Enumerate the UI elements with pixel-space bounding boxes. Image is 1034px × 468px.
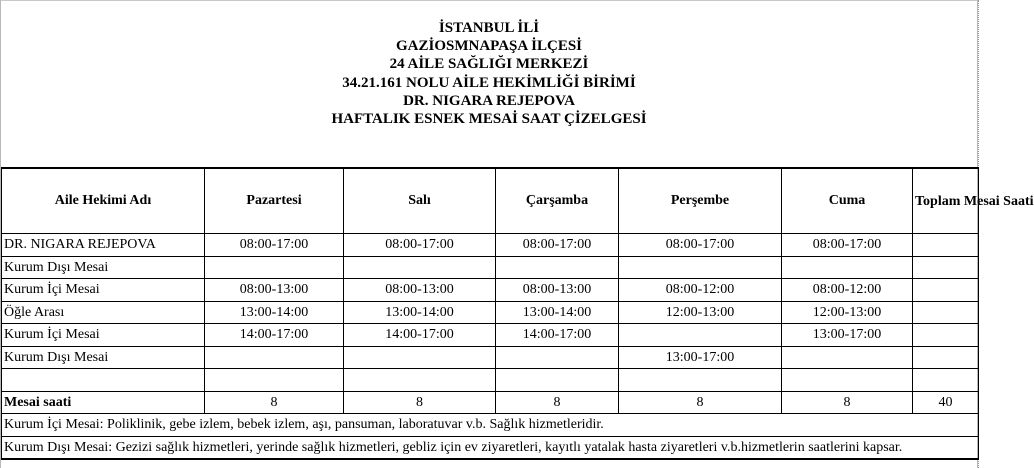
friday-cell[interactable]: 08:00-17:00: [782, 234, 913, 257]
tuesday-cell[interactable]: 14:00-17:00: [344, 324, 496, 347]
total-cell[interactable]: [913, 369, 979, 392]
table-row: [2, 234, 979, 257]
wednesday-cell[interactable]: 08:00-13:00: [496, 279, 619, 302]
table-header-row: [2, 168, 979, 234]
thursday-cell[interactable]: [619, 369, 782, 392]
top-gridline: [1, 0, 979, 1]
column-header-tuesday[interactable]: Salı: [344, 168, 496, 234]
friday-cell[interactable]: [782, 256, 913, 279]
header-schedule-title: HAFTALIK ESNEK MESAİ SAAT ÇİZELGESİ: [331, 111, 647, 128]
monday-cell[interactable]: 13:00-14:00: [205, 301, 344, 324]
monday-total-cell[interactable]: 8: [205, 391, 344, 414]
total-cell[interactable]: [913, 256, 979, 279]
monday-cell[interactable]: [205, 256, 344, 279]
note-row: [2, 436, 979, 459]
table-row: [2, 279, 979, 302]
table-row: [2, 324, 979, 347]
column-header-friday[interactable]: Cuma: [782, 168, 913, 234]
row-label-cell[interactable]: Kurum Dışı Mesai: [2, 256, 205, 279]
thursday-cell[interactable]: 12:00-13:00: [619, 301, 782, 324]
document-header: [1, 19, 977, 128]
tuesday-cell[interactable]: [344, 369, 496, 392]
wednesday-total-cell[interactable]: 8: [496, 391, 619, 414]
monday-cell[interactable]: [205, 369, 344, 392]
row-label-cell[interactable]: Kurum Dışı Mesai: [2, 346, 205, 369]
column-header-thursday[interactable]: Perşembe: [619, 168, 782, 234]
monday-cell[interactable]: 14:00-17:00: [205, 324, 344, 347]
row-label-cell[interactable]: Kurum İçi Mesai: [2, 279, 205, 302]
row-label-cell[interactable]: Kurum İçi Mesai: [2, 324, 205, 347]
tuesday-cell[interactable]: 08:00-13:00: [344, 279, 496, 302]
header-health-center: 24 AİLE SAĞLIĞI MERKEZİ: [389, 56, 589, 73]
table-row: [2, 256, 979, 279]
monday-cell[interactable]: 08:00-17:00: [205, 234, 344, 257]
wednesday-cell[interactable]: 14:00-17:00: [496, 324, 619, 347]
friday-total-cell[interactable]: 8: [782, 391, 913, 414]
tuesday-cell[interactable]: [344, 346, 496, 369]
column-header-wednesday[interactable]: Çarşamba: [496, 168, 619, 234]
weekly-total-cell[interactable]: 40: [913, 391, 979, 414]
table-row: [2, 346, 979, 369]
tuesday-cell[interactable]: 13:00-14:00: [344, 301, 496, 324]
totals-label-cell[interactable]: Mesai saati: [2, 391, 205, 414]
header-province: İSTANBUL İLİ: [438, 20, 540, 36]
thursday-cell[interactable]: 08:00-17:00: [619, 234, 782, 257]
row-label-cell[interactable]: Öğle Arası: [2, 301, 205, 324]
schedule-table: [1, 167, 1034, 460]
tuesday-cell[interactable]: [344, 256, 496, 279]
total-cell[interactable]: [913, 279, 979, 302]
row-label-cell[interactable]: [2, 369, 205, 392]
table-row: [2, 369, 979, 392]
column-header-monday[interactable]: Pazartesi: [205, 168, 344, 234]
thursday-cell[interactable]: 13:00-17:00: [619, 346, 782, 369]
total-cell[interactable]: [913, 301, 979, 324]
wednesday-cell[interactable]: [496, 369, 619, 392]
friday-cell[interactable]: [782, 346, 913, 369]
header-unit: 34.21.161 NOLU AİLE HEKİMLİĞİ BİRİMİ: [342, 74, 636, 91]
note-outside-hours[interactable]: Kurum Dışı Mesai: Gezizi sağlık hizmetleri, yerinde sağlık hizmetleri, gebliz için ev ziyaretleri, kayıtlı yatalak hasta ziyaretleri v.b.hizmetlerin saatlerini kapsar.: [2, 436, 979, 459]
friday-cell[interactable]: 12:00-13:00: [782, 301, 913, 324]
thursday-cell[interactable]: [619, 256, 782, 279]
total-cell[interactable]: [913, 346, 979, 369]
wednesday-cell[interactable]: [496, 346, 619, 369]
wednesday-cell[interactable]: 08:00-17:00: [496, 234, 619, 257]
header-district: GAZİOSMNAPAŞA İLÇESİ: [395, 38, 582, 55]
column-header-doctor-name[interactable]: Aile Hekimi Adı: [2, 168, 205, 234]
header-doctor: DR. NIGARA REJEPOVA: [403, 92, 575, 109]
note-inside-hours[interactable]: Kurum İçi Mesai: Poliklinik, gebe izlem, bebek izlem, aşı, pansuman, laboratuvar v.b. Sağlık hizmetleridir.: [2, 414, 979, 437]
friday-cell[interactable]: [782, 369, 913, 392]
note-row: [2, 414, 979, 437]
wednesday-cell[interactable]: [496, 256, 619, 279]
friday-cell[interactable]: 13:00-17:00: [782, 324, 913, 347]
total-cell[interactable]: [913, 324, 979, 347]
wednesday-cell[interactable]: 13:00-14:00: [496, 301, 619, 324]
monday-cell[interactable]: [205, 346, 344, 369]
tuesday-cell[interactable]: 08:00-17:00: [344, 234, 496, 257]
monday-cell[interactable]: 08:00-13:00: [205, 279, 344, 302]
total-cell[interactable]: [913, 234, 979, 257]
thursday-total-cell[interactable]: 8: [619, 391, 782, 414]
friday-cell[interactable]: 08:00-12:00: [782, 279, 913, 302]
thursday-cell[interactable]: [619, 324, 782, 347]
thursday-cell[interactable]: 08:00-12:00: [619, 279, 782, 302]
totals-row: [2, 391, 979, 414]
column-header-total-hours[interactable]: Toplam Mesai Saati: [913, 168, 979, 234]
table-row: [2, 301, 979, 324]
row-label-cell[interactable]: DR. NIGARA REJEPOVA: [2, 234, 205, 257]
tuesday-total-cell[interactable]: 8: [344, 391, 496, 414]
